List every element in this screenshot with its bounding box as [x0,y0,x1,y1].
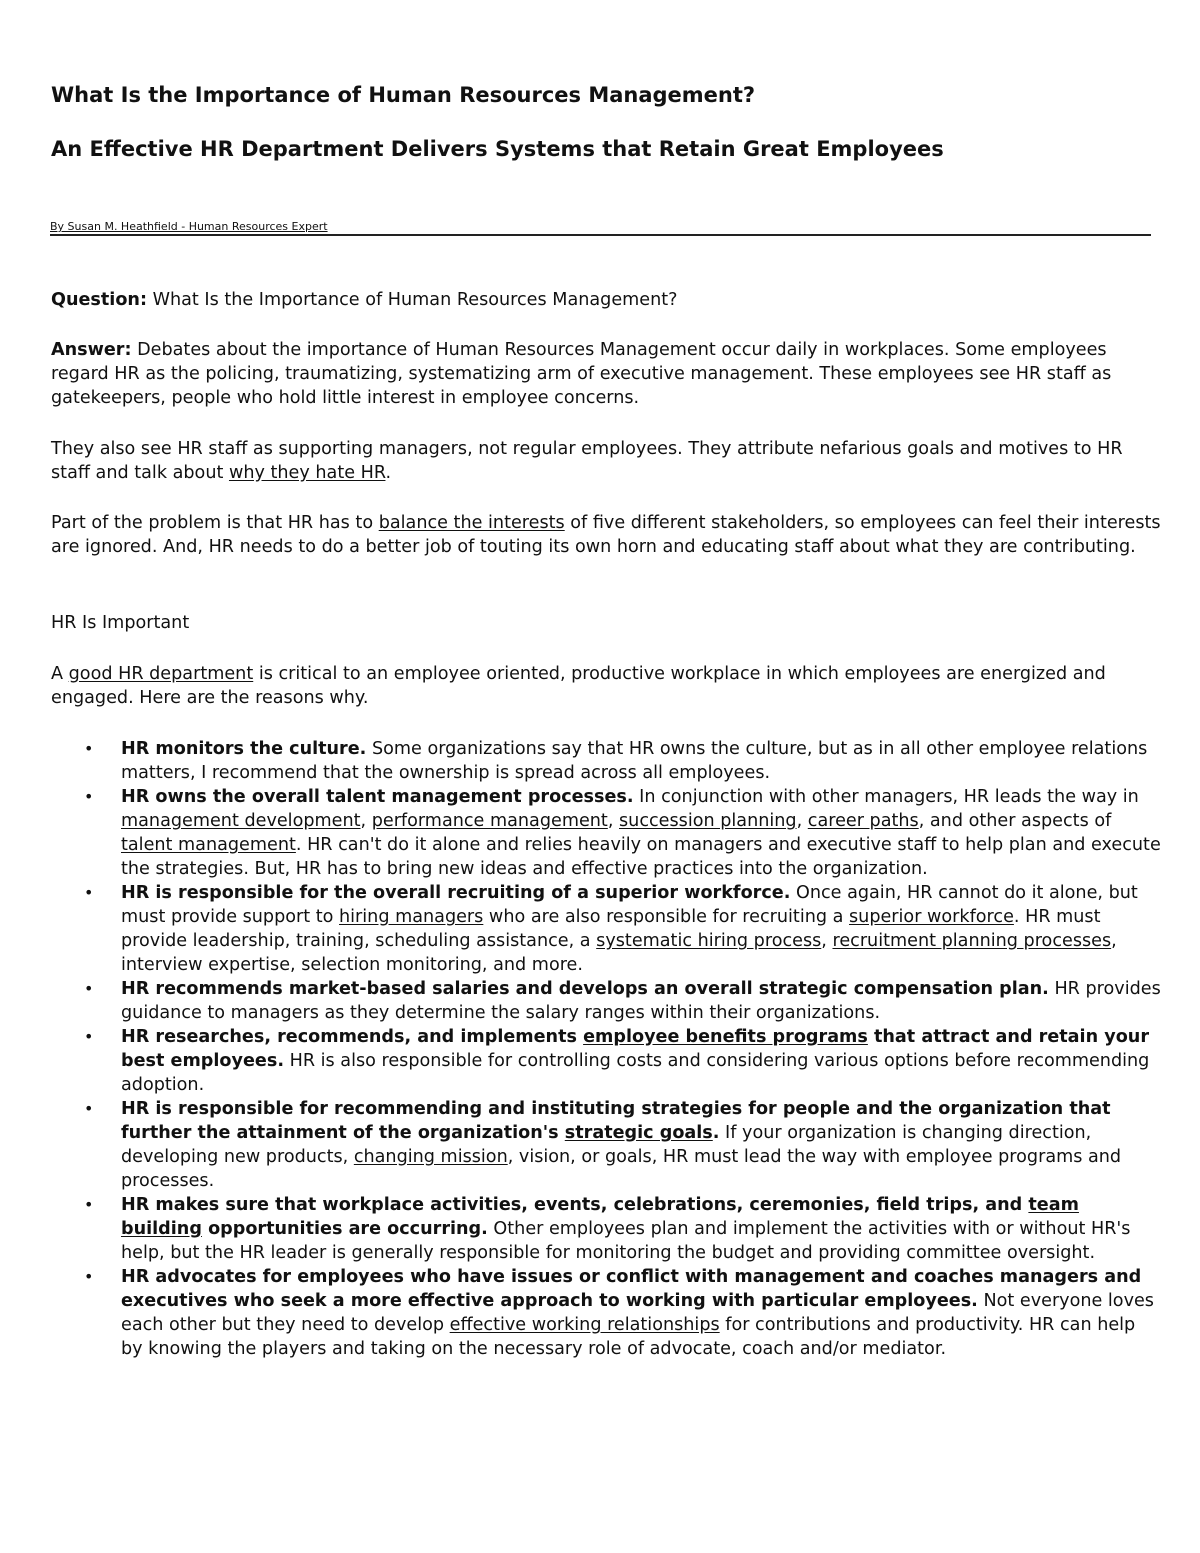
reason-lead-text: HR advocates for employees who have issues or conflict with management and coaches managers and executives who seek a more effective approach to working with particular employees. [121,1267,1142,1311]
inline-link[interactable]: performance management [371,811,608,831]
reason-text: Once again, HR cannot do it alone, but must provide support to [121,883,1138,927]
reason-text: Other employees plan and implement the activities with or without HR's help, but the HR leader is generally responsible for monitoring the budget and providing committee oversight. [121,1219,1131,1263]
inline-link[interactable]: team building [121,1195,1079,1239]
bullet-icon: • [84,787,94,806]
good-hr-department-link[interactable]: good HR department [68,664,254,684]
reason-lead-text: HR recommends market-based salaries and develops an overall strategic compensation plan. [121,979,1049,999]
reason-text: for contributions and productivity. HR can help by knowing the players and taking on the necessary role of advocate, coach and/or mediator. [121,1315,1136,1359]
problem-text-after: of five different stakeholders, so employees can feel their interests are ignored. And, HR needs to do a better job of touting its own horn and educating staff about what they are contributing. [51,513,1161,557]
inline-link[interactable]: employee benefits programs [583,1027,868,1047]
inline-link[interactable]: strategic goals [564,1123,713,1143]
inline-link[interactable]: systematic hiring process [596,931,822,951]
inline-link[interactable]: talent management [121,835,296,855]
good-hr-paragraph [51,662,1161,710]
reason-text: , [607,811,620,831]
author-byline[interactable]: By Susan M. Heathfield - Human Resources Expert [50,220,1151,236]
reason-activities [51,1193,1161,1265]
reason-culture [51,737,1161,785]
reason-text: , vision, or goals, HR must lead the way with employee programs and processes. [121,1147,1122,1191]
bullet-icon: • [84,979,94,998]
reason-lead-text: opportunities are occurring. [201,1219,488,1239]
reason-text: In conjunction with other managers, HR leads the way in [633,787,1139,807]
reason-advocacy [51,1265,1161,1361]
reason-strategy [51,1097,1161,1193]
reason-lead-text: HR makes sure that workplace activities, events, celebrations, ceremonies, field trips, and [121,1195,1029,1215]
inline-link[interactable]: superior workforce [849,907,1014,927]
reason-lead-text: HR owns the overall talent management processes. [121,787,634,807]
reason-lead-text: HR researches, recommends, and implements [121,1027,584,1047]
reason-talent [51,785,1161,881]
reason-text: HR is also responsible for controlling costs and considering various options before recommending adoption. [121,1051,1150,1095]
reason-text: , [360,811,372,831]
reason-text: , interview expertise, selection monitoring, and more. [121,931,1117,975]
inline-link[interactable]: recruitment planning processes [832,931,1112,951]
reason-text: If your organization is changing direction, developing new products, [121,1123,1092,1167]
reason-text: Not everyone loves each other but they need to develop [121,1291,1154,1335]
why-they-hate-hr-link[interactable]: why they hate HR [228,463,386,483]
question-label: Question: [51,290,147,310]
reason-text: . HR can't do it alone and relies heavily on managers and executive staff to help plan and execute the strategies. But, HR has to bring new ideas and effective practices into the organization. [121,835,1161,879]
inline-link[interactable]: changing mission [353,1147,508,1167]
reason-lead-text: that attract and retain your best employees. [121,1027,1149,1071]
page-title: What Is the Importance of Human Resources Management? [51,83,756,107]
inline-link[interactable]: succession planning [619,811,797,831]
answer-text: Debates about the importance of Human Resources Management occur daily in workplaces. Some employees regard HR as the policing, traumatizing, systematizing arm of executive management. These employees see HR staff as gatekeepers, people who hold little interest in employee concerns. [51,340,1112,408]
staff-text-after: . [385,463,392,483]
reasons-list [51,737,1161,1361]
staff-text-before: They also see HR staff as supporting managers, not regular employees. They attribute nefarious goals and motives to HR staff and talk about [51,439,1123,483]
bullet-icon: • [84,739,94,758]
inline-link[interactable]: management development [121,811,361,831]
reason-recruiting [51,881,1161,977]
reason-text: who are also responsible for recruiting a [483,907,849,927]
problem-text-before: Part of the problem is that HR has to [51,513,379,533]
inline-link[interactable]: hiring managers [339,907,484,927]
reason-compensation [51,977,1161,1025]
reason-text: , and other aspects of [918,811,1112,831]
balance-the-interests-link[interactable]: balance the interests [378,513,565,533]
reason-text: , [821,931,833,951]
bullet-icon: • [84,1099,94,1118]
reason-text: Some organizations say that HR owns the culture, but as in all other employee relations matters, I recommend that the ownership is spread across all employees. [121,739,1148,783]
reason-lead-text: . [712,1123,720,1143]
question-paragraph [51,288,1161,312]
problem-paragraph [51,511,1161,559]
good-text-before: A [51,664,69,684]
reason-benefits [51,1025,1161,1097]
reason-lead-text: HR is responsible for the overall recruiting of a superior workforce. [121,883,791,903]
reason-lead-text: HR monitors the culture. [121,739,367,759]
inline-link[interactable]: effective working relationships [449,1315,720,1335]
bullet-icon: • [84,1027,94,1046]
question-text: What Is the Importance of Human Resources Management? [146,290,678,310]
bullet-icon: • [84,1267,94,1286]
reason-lead-text: HR is responsible for recommending and instituting strategies for people and the organization that further the attainment of the organization's [121,1099,1111,1143]
reason-text: HR provides guidance to managers as they determine the salary ranges within their organizations. [121,979,1161,1023]
section-heading: HR Is Important [51,613,190,633]
bullet-icon: • [84,1195,94,1214]
answer-paragraph [51,338,1161,410]
reason-text: , [796,811,808,831]
answer-label: Answer: [51,340,132,360]
reason-text: . HR must provide leadership, training, scheduling assistance, a [121,907,1101,951]
inline-link[interactable]: career paths [807,811,919,831]
staff-paragraph [51,437,1161,485]
page-subtitle: An Effective HR Department Delivers Systems that Retain Great Employees [51,137,944,161]
bullet-icon: • [84,883,94,902]
good-text-after: is critical to an employee oriented, productive workplace in which employees are energized and engaged. Here are the reasons why. [51,664,1106,708]
